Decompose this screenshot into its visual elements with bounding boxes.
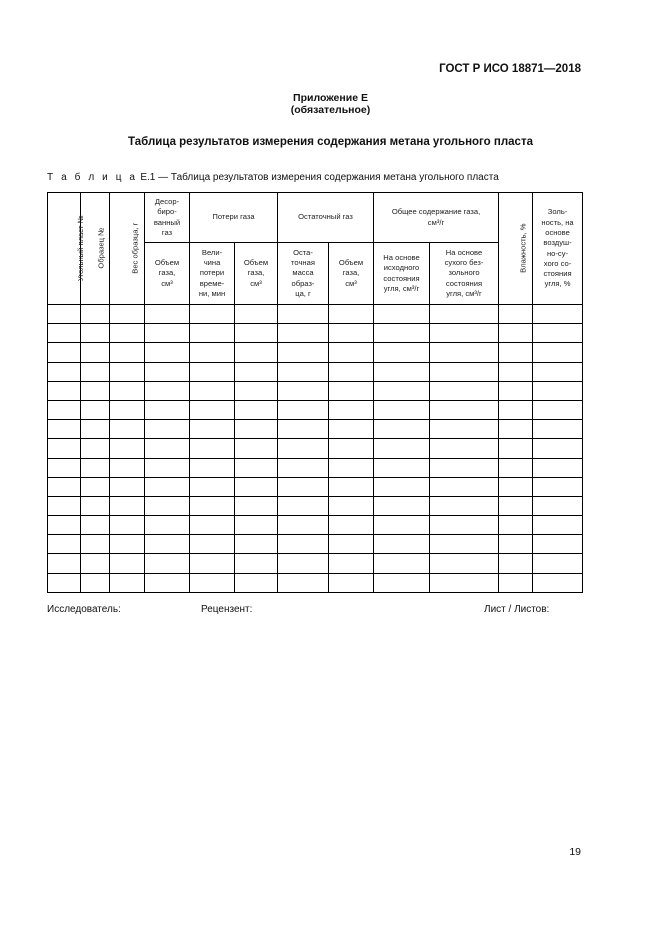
table-cell [374,400,430,419]
table-row [48,458,583,477]
table-cell [329,554,374,573]
table-cell [374,477,430,496]
table-cell [533,305,583,324]
table-cell [235,324,278,343]
table-cell [374,343,430,362]
table-caption-prefix: Т а б л и ц а [47,172,138,183]
table-cell [235,554,278,573]
table-cell [81,554,110,573]
table-cell [499,381,533,400]
table-cell [533,343,583,362]
table-row [48,362,583,381]
table-cell [190,420,235,439]
table-cell [145,496,190,515]
table-cell [190,535,235,554]
table-cell [235,381,278,400]
results-table [47,192,583,593]
table-cell [235,496,278,515]
table-cell [48,439,81,458]
table-cell [110,535,145,554]
table-cell [190,573,235,592]
table-cell [329,305,374,324]
table-cell [430,477,499,496]
table-cell [374,420,430,439]
table-cell [81,535,110,554]
table-cell [430,458,499,477]
table-cell [48,343,81,362]
table-row [48,554,583,573]
table-cell [48,496,81,515]
table-cell [374,458,430,477]
table-cell [329,573,374,592]
table-cell [374,554,430,573]
table-cell [190,554,235,573]
table-row [48,343,583,362]
table-cell [329,458,374,477]
table-cell [499,305,533,324]
table-cell [533,554,583,573]
subheader-residual-volume: Объем газа, см³ [329,243,374,305]
table-cell [499,400,533,419]
table-cell [81,362,110,381]
table-cell [430,496,499,515]
table-cell [533,573,583,592]
table-cell [278,458,329,477]
table-cell [235,573,278,592]
table-row [48,400,583,419]
table-cell [110,439,145,458]
table-cell [81,439,110,458]
table-cell [235,477,278,496]
header-coal-seam: Угольный пласт № [48,193,81,305]
table-cell [374,516,430,535]
table-cell [499,439,533,458]
table-cell [190,400,235,419]
table-cell [190,324,235,343]
table-cell [374,362,430,381]
table-cell [499,324,533,343]
appendix-status: (обязательное) [290,104,371,116]
table-cell [81,381,110,400]
table-cell [499,458,533,477]
header-row-1 [48,193,583,243]
table-cell [499,420,533,439]
table-cell [499,477,533,496]
table-cell [81,400,110,419]
table-cell [235,362,278,381]
table-cell [329,496,374,515]
table-cell [329,381,374,400]
table-cell [145,516,190,535]
table-cell [110,477,145,496]
table-cell [145,381,190,400]
appendix-title: Приложение Е [293,92,368,104]
table-cell [278,439,329,458]
table-cell [48,477,81,496]
table-cell [190,516,235,535]
table-cell [430,420,499,439]
table-cell [145,477,190,496]
table-cell [110,554,145,573]
table-cell [110,362,145,381]
table-cell [499,496,533,515]
table-cell [533,420,583,439]
subheader-residual-mass: Оста- точная масса образ- ца, г [278,243,329,305]
header-desorbed-gas: Десор- биро- ванный газ [145,193,190,243]
table-cell [499,535,533,554]
page-number: 19 [569,846,581,858]
table-cell [110,573,145,592]
header-weight: Вес образца, г [110,193,145,305]
table-cell [145,458,190,477]
table-cell [48,400,81,419]
table-cell [235,305,278,324]
table-cell [48,458,81,477]
table-cell [430,381,499,400]
table-cell [430,439,499,458]
table-caption-text: Е.1 — Таблица результатов измерения содержания метана угольного пласта [140,172,499,183]
table-cell [190,458,235,477]
table-cell [374,496,430,515]
table-cell [235,420,278,439]
table-cell [48,535,81,554]
table-cell [145,400,190,419]
table-cell [430,535,499,554]
table-row [48,324,583,343]
table-cell [374,324,430,343]
header-ash: Золь- ность, на основе воздуш- но-су- хого со- стояния угля, % [533,193,583,305]
table-cell [499,343,533,362]
table-cell [190,381,235,400]
table-cell [145,362,190,381]
table-cell [145,573,190,592]
table-cell [48,420,81,439]
table-cell [48,305,81,324]
table-cell [81,343,110,362]
table-cell [329,516,374,535]
table-cell [48,381,81,400]
table-cell [430,362,499,381]
table-caption [47,172,499,183]
table-cell [374,535,430,554]
subheader-desorbed-volume: Объем газа, см³ [145,243,190,305]
table-cell [110,496,145,515]
table-cell [110,458,145,477]
table-cell [329,477,374,496]
table-cell [145,554,190,573]
table-cell [235,439,278,458]
table-cell [145,535,190,554]
table-row [48,420,583,439]
table-cell [235,516,278,535]
table-cell [190,477,235,496]
table-cell [533,362,583,381]
table-cell [278,362,329,381]
table-cell [278,573,329,592]
table-cell [81,305,110,324]
header-moisture: Влажность, % [499,193,533,305]
table-cell [190,343,235,362]
table-cell [430,305,499,324]
table-cell [110,343,145,362]
subheader-lost-time: Вели- чина потери време- ни, мин [190,243,235,305]
table-cell [374,305,430,324]
section-heading: Таблица результатов измерения содержания метана угольного пласта [128,136,533,148]
standard-designation: ГОСТ Р ИСО 18871—2018 [439,63,581,75]
table-cell [235,535,278,554]
table-cell [374,573,430,592]
table-cell [81,420,110,439]
sheet-count-label: Лист / Листов: [484,604,550,615]
table-cell [430,573,499,592]
table-cell [329,535,374,554]
table-row [48,305,583,324]
table-cell [374,439,430,458]
table-cell [533,400,583,419]
table-cell [329,439,374,458]
table-cell [235,400,278,419]
table-cell [190,305,235,324]
table-cell [430,516,499,535]
table-cell [329,343,374,362]
header-lost-gas: Потери газа [190,193,278,243]
table-cell [533,496,583,515]
table-cell [533,458,583,477]
table-cell [533,439,583,458]
table-cell [533,535,583,554]
table-cell [190,496,235,515]
table-cell [430,343,499,362]
table-row [48,535,583,554]
table-cell [190,362,235,381]
table-cell [278,400,329,419]
table-cell [499,362,533,381]
subheader-total-dry: На основе сухого без- зольного состояния угля, см³/г [430,243,499,305]
table-cell [190,439,235,458]
table-cell [81,477,110,496]
table-cell [110,420,145,439]
table-row [48,516,583,535]
table-row [48,573,583,592]
researcher-label: Исследователь: [47,604,121,615]
table-cell [145,305,190,324]
table-cell [329,420,374,439]
table-cell [533,381,583,400]
table-cell [110,381,145,400]
table-cell [278,535,329,554]
table-cell [499,554,533,573]
table-cell [110,324,145,343]
table-cell [110,400,145,419]
table-cell [278,324,329,343]
table-row [48,477,583,496]
header-sample: Образец № [81,193,110,305]
reviewer-label: Рецензент: [201,604,253,615]
table-cell [278,496,329,515]
table-cell [278,343,329,362]
table-cell [110,516,145,535]
table-cell [533,477,583,496]
table-cell [81,516,110,535]
header-residual-gas: Остаточный газ [278,193,374,243]
table-cell [430,324,499,343]
table-cell [374,381,430,400]
table-cell [145,324,190,343]
table-cell [81,496,110,515]
table-cell [278,381,329,400]
table-cell [278,554,329,573]
table-cell [533,516,583,535]
table-row [48,439,583,458]
table-row [48,381,583,400]
table-cell [499,573,533,592]
table-cell [533,324,583,343]
table-cell [145,343,190,362]
table-cell [278,516,329,535]
table-cell [81,458,110,477]
table-cell [81,573,110,592]
table-cell [430,400,499,419]
table-cell [329,400,374,419]
table-cell [278,477,329,496]
table-cell [278,305,329,324]
subheader-lost-volume: Объем газа, см³ [235,243,278,305]
table-cell [235,343,278,362]
table-cell [48,324,81,343]
table-cell [145,439,190,458]
subheader-total-asreceived: На основе исходного состояния угля, см³/г [374,243,430,305]
table-cell [48,554,81,573]
table-cell [48,362,81,381]
table-row [48,496,583,515]
table-cell [329,324,374,343]
table-cell [499,516,533,535]
table-cell [110,305,145,324]
table-cell [235,458,278,477]
table-cell [430,554,499,573]
table-cell [48,573,81,592]
table-cell [329,362,374,381]
table-cell [278,420,329,439]
header-total-gas: Общее содержание газа, см³/г [374,193,499,243]
table-cell [81,324,110,343]
table-cell [145,420,190,439]
table-cell [48,516,81,535]
